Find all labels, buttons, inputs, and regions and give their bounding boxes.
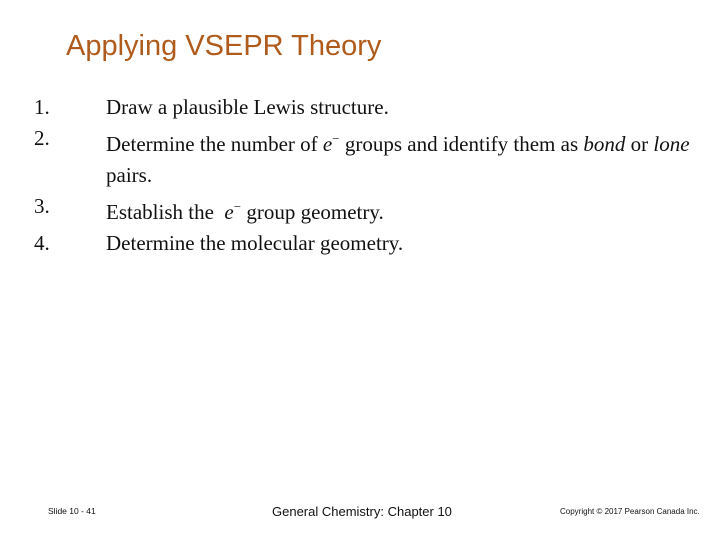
copyright-notice: Copyright © 2017 Pearson Canada Inc. (560, 507, 700, 516)
course-label: General Chemistry: Chapter 10 (272, 504, 452, 519)
step-text-part: Draw a plausible Lewis structure. (106, 95, 389, 119)
step-text-part: Determine the number of (106, 132, 323, 156)
step-text-part: pairs. (106, 132, 695, 187)
step-number: 2. (34, 126, 50, 150)
step-text (106, 92, 694, 123)
step-text-part: Determine the molecular geometry. (106, 231, 404, 255)
step-text-part: group geometry. (241, 200, 384, 224)
slide-title: Applying VSEPR Theory (66, 30, 382, 62)
step-item (34, 228, 694, 259)
step-text-part: e (322, 132, 333, 156)
step-text (106, 123, 694, 191)
step-text-part: or (625, 132, 654, 156)
step-text-part: Establish the (106, 200, 225, 224)
step-text-part: e (224, 200, 234, 224)
step-text-part: bond (583, 132, 626, 156)
step-text-part: lone (653, 132, 690, 156)
step-item (34, 123, 694, 191)
steps-list (34, 92, 694, 259)
slide-number: Slide 10 - 41 (48, 506, 96, 516)
step-text-part: − (233, 199, 242, 214)
step-number: 4. (34, 231, 50, 255)
step-text (106, 191, 694, 228)
step-text (106, 228, 694, 259)
step-text-part: groups and identify them as (339, 132, 584, 156)
step-number: 3. (34, 194, 50, 218)
step-text-part: − (332, 131, 340, 146)
step-number: 1. (34, 95, 50, 119)
step-item (34, 191, 694, 228)
step-item (34, 92, 694, 123)
